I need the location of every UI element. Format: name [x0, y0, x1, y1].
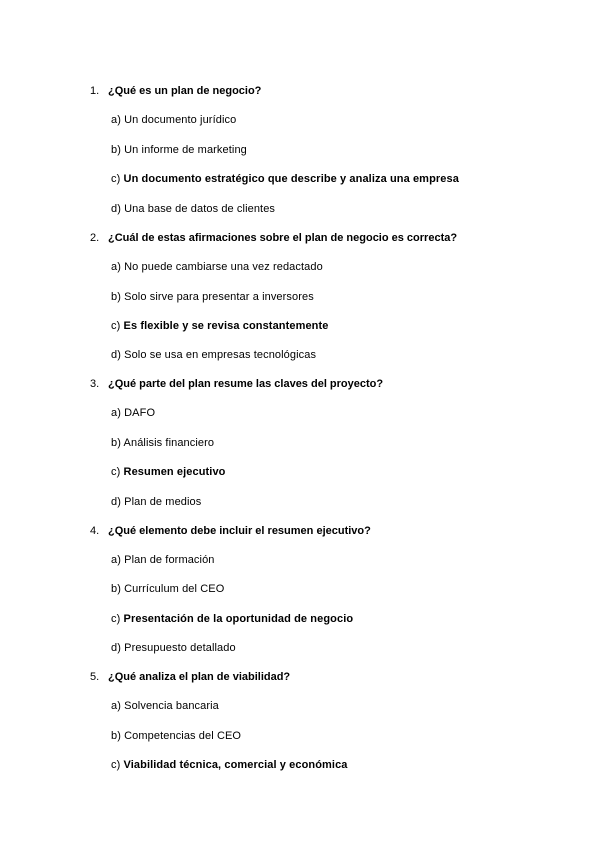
- option-2d: [111, 348, 316, 362]
- option-text: Solo sirve para presentar a inversores: [124, 291, 314, 303]
- option-letter: b): [111, 437, 121, 449]
- question-text: ¿Qué elemento debe incluir el resumen ejecutivo?: [108, 525, 371, 537]
- option-text: Una base de datos de clientes: [124, 203, 276, 215]
- option-letter: d): [111, 203, 121, 215]
- option-letter: d): [111, 642, 121, 654]
- option-1b: [111, 143, 247, 157]
- option-letter: c): [111, 466, 121, 478]
- question-number: 4.: [90, 525, 100, 537]
- option-text-correct: Resumen ejecutivo: [123, 466, 226, 478]
- question-3: [90, 377, 383, 391]
- question-number: 5.: [90, 671, 100, 683]
- option-text: Competencias del CEO: [124, 730, 242, 742]
- question-text: ¿Qué es un plan de negocio?: [108, 85, 262, 97]
- option-letter: b): [111, 291, 121, 303]
- option-text: Solo se usa en empresas tecnológicas: [124, 349, 317, 361]
- question-2: [90, 231, 457, 245]
- option-3c: [111, 465, 226, 479]
- option-letter: c): [111, 320, 121, 332]
- question-4: [90, 524, 371, 538]
- option-2b: [111, 290, 314, 304]
- option-text: Un documento jurídico: [124, 114, 237, 126]
- question-1: [90, 84, 261, 98]
- option-letter: b): [111, 144, 121, 156]
- option-5a: [111, 699, 219, 713]
- option-1c: [111, 172, 459, 186]
- option-3b: [111, 436, 214, 450]
- option-3d: [111, 495, 201, 509]
- option-letter: b): [111, 583, 121, 595]
- option-text: Análisis financiero: [123, 437, 215, 449]
- option-4d: [111, 641, 236, 655]
- option-letter: c): [111, 613, 121, 625]
- option-letter: c): [111, 759, 121, 771]
- question-number: 2.: [90, 232, 100, 244]
- option-letter: c): [111, 173, 121, 185]
- option-text-correct: Viabilidad técnica, comercial y económica: [123, 759, 348, 771]
- option-text: Plan de medios: [124, 496, 202, 508]
- option-4b: [111, 582, 224, 596]
- question-5: [90, 670, 290, 684]
- question-text: ¿Qué analiza el plan de viabilidad?: [108, 671, 291, 683]
- option-text: Currículum del CEO: [124, 583, 225, 595]
- option-text: No puede cambiarse una vez redactado: [124, 261, 323, 273]
- option-text: DAFO: [124, 407, 156, 419]
- option-letter: a): [111, 700, 121, 712]
- option-4c: [111, 612, 353, 626]
- option-1a: [111, 113, 236, 127]
- option-5c: [111, 758, 348, 772]
- question-number: 3.: [90, 378, 100, 390]
- question-number: 1.: [90, 85, 100, 97]
- option-text: Presupuesto detallado: [124, 642, 236, 654]
- option-text: Solvencia bancaria: [124, 700, 219, 712]
- option-letter: d): [111, 496, 121, 508]
- option-5b: [111, 729, 241, 743]
- option-4a: [111, 553, 215, 567]
- option-letter: b): [111, 730, 121, 742]
- option-text-correct: Un documento estratégico que describe y analiza una empresa: [123, 173, 459, 185]
- option-letter: a): [111, 114, 121, 126]
- option-letter: d): [111, 349, 121, 361]
- option-text-correct: Presentación de la oportunidad de negocio: [123, 613, 354, 625]
- question-text: ¿Qué parte del plan resume las claves del proyecto?: [108, 378, 384, 390]
- option-2a: [111, 260, 323, 274]
- option-1d: [111, 202, 275, 216]
- option-letter: a): [111, 407, 121, 419]
- option-letter: a): [111, 261, 121, 273]
- option-letter: a): [111, 554, 121, 566]
- option-text-correct: Es flexible y se revisa constantemente: [123, 320, 329, 332]
- option-3a: [111, 406, 155, 420]
- option-text: Plan de formación: [124, 554, 215, 566]
- option-2c: [111, 319, 328, 333]
- question-text: ¿Cuál de estas afirmaciones sobre el plan de negocio es correcta?: [108, 232, 458, 244]
- option-text: Un informe de marketing: [124, 144, 247, 156]
